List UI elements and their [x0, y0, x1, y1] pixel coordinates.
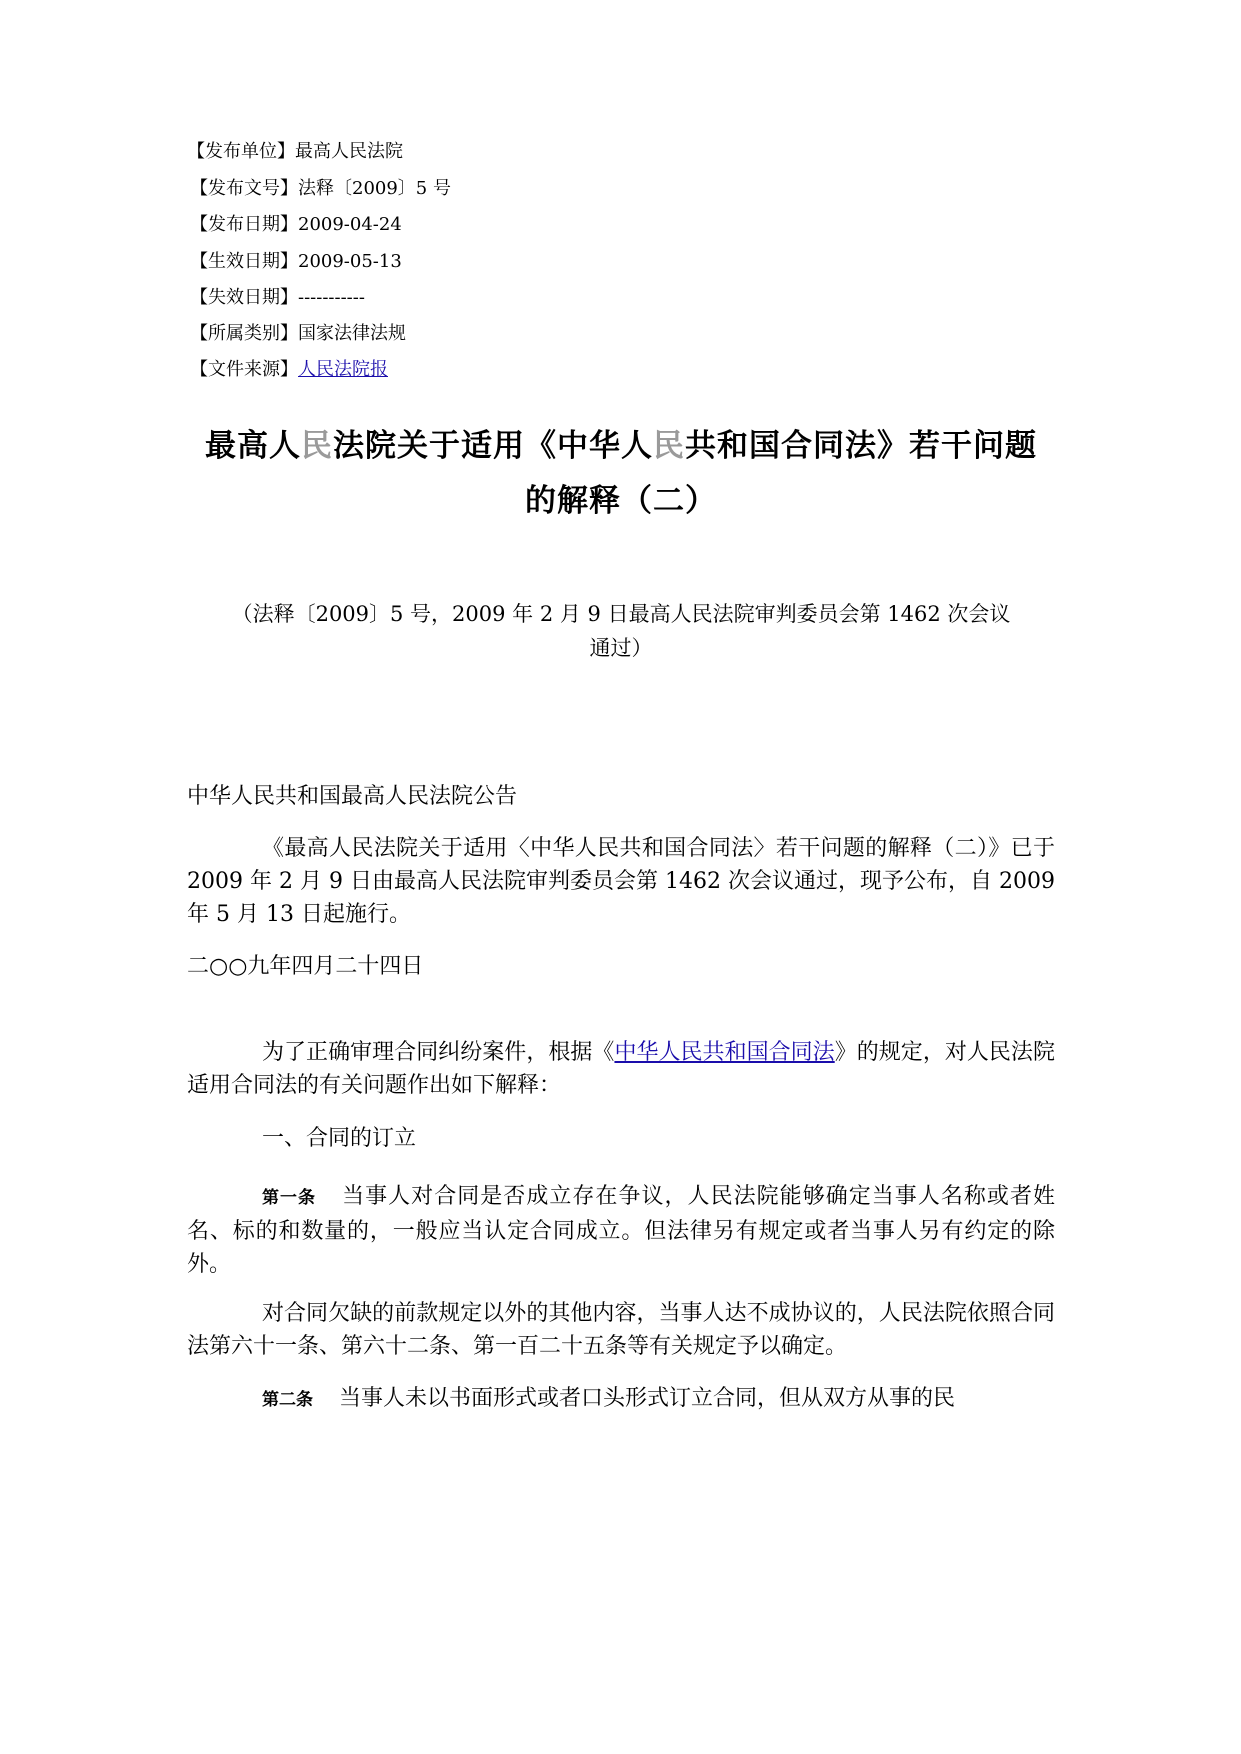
article-1-paragraph-2: 对合同欠缺的前款规定以外的其他内容，当事人达不成协议的，人民法院依照合同法第六十一条、第六十二条、第一百二十五条等有关规定予以确定。	[187, 1301, 1055, 1359]
meta-effective-date	[190, 251, 402, 273]
title-text: 最高人	[205, 428, 301, 464]
title-text: 共和国合同法》若干问题	[685, 428, 1037, 464]
meta-key: 【文件来源】	[190, 359, 298, 380]
meta-source	[190, 359, 388, 381]
title-text: 民	[301, 428, 333, 464]
meta-key: 【失效日期】	[190, 287, 298, 308]
meta-value: 2009-04-24	[298, 214, 402, 235]
meta-value: 国家法律法规	[298, 323, 406, 344]
source-link[interactable]: 人民法院报	[298, 359, 388, 380]
document-title-line1	[186, 428, 1056, 464]
meta-expiry-date	[190, 287, 365, 309]
intro-text: 为了正确审理合同纠纷案件，根据《	[262, 1040, 615, 1065]
meta-key: 【发布文号】	[190, 178, 298, 199]
meta-key: 【所属类别】	[190, 323, 298, 344]
meta-publish-date	[190, 214, 402, 236]
meta-publisher	[187, 141, 403, 163]
meta-value: -----------	[298, 287, 365, 308]
intro-paragraph	[187, 1036, 1055, 1102]
meta-doc-number	[190, 178, 451, 200]
article-text: 当事人对合同是否成立存在争议，人民法院能够确定当事人名称或者姓名、标的和数量的，一般应当认定合同成立。但法律另有规定或者当事人另有约定的除外。	[187, 1184, 1055, 1277]
meta-category	[190, 323, 406, 345]
article-label: 第一条	[262, 1188, 317, 1208]
article-label: 第二条	[262, 1390, 313, 1410]
announcement-heading: 中华人民共和国最高人民法院公告	[187, 784, 518, 809]
meta-key: 【发布单位】	[187, 141, 295, 162]
document-title-line2: 的解释（二）	[525, 483, 717, 519]
title-text: 民	[653, 428, 685, 464]
document-subtitle-line2: 通过）	[589, 636, 653, 660]
document-subtitle-line1: （法释〔2009〕5 号，2009 年 2 月 9 日最高人民法院审判委员会第 1462 次会议	[231, 602, 1011, 626]
article-text: 当事人未以书面形式或者口头形式订立合同，但从双方从事的民	[339, 1386, 956, 1411]
announcement-date: 二○○九年四月二十四日	[187, 954, 424, 979]
contract-law-link[interactable]: 中华人民共和国合同法	[614, 1040, 835, 1065]
meta-value: 法释〔2009〕5 号	[298, 178, 451, 199]
announcement-text: 《最高人民法院关于适用〈中华人民共和国合同法〉若干问题的解释（二）》已于 2009 年 2 月 9 日由最高人民法院审判委员会第 1462 次会议通过，现予公布，自 2009 年 5 月 13 日起施行。	[187, 836, 1055, 927]
meta-value: 最高人民法院	[295, 141, 403, 162]
intro-text: 》的规定，对人民法院适用合同法的有关问题作出如下解释：	[187, 1040, 1055, 1098]
article-1	[187, 1180, 1055, 1281]
title-text: 法院关于适用《中华人	[333, 428, 653, 464]
meta-key: 【发布日期】	[190, 214, 298, 235]
article-2	[187, 1382, 1055, 1417]
meta-value: 2009-05-13	[298, 251, 402, 272]
meta-key: 【生效日期】	[190, 251, 298, 272]
section-heading: 一、合同的订立	[262, 1126, 417, 1151]
